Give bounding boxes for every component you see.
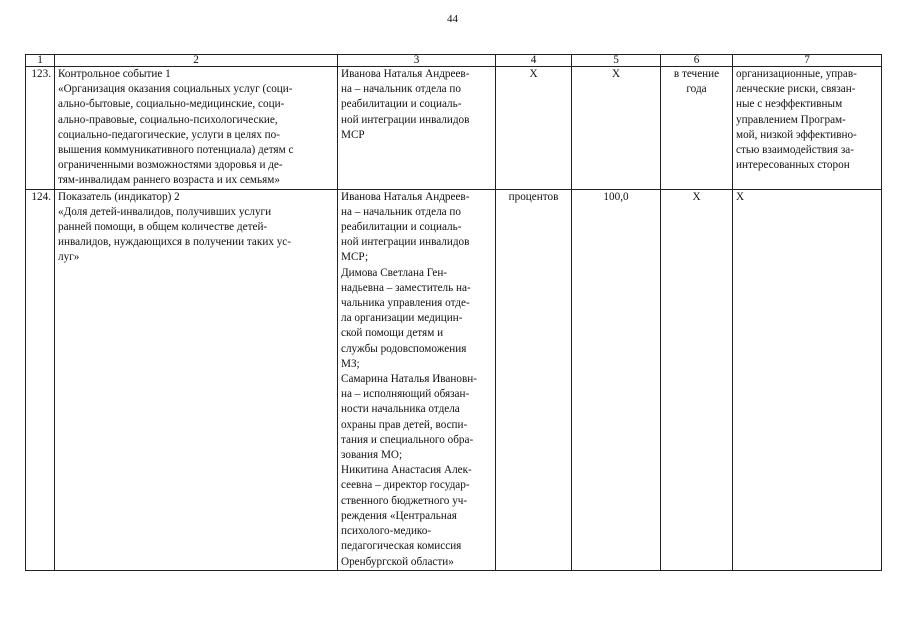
header-col-3: 3 [338,55,496,67]
deadline-cell: Х [661,189,733,570]
value-cell: Х [572,67,661,190]
header-col-7: 7 [733,55,882,67]
page-number: 44 [447,13,458,25]
deadline-cell: в течение года [661,67,733,190]
program-table [25,54,882,571]
row-number: 123. [26,67,55,190]
event-name: Контрольное событие 1 «Организация оказания социальных услуг (соци- ально-бытовые, социально-медицинские, соци- ально-правовые, социально-психологические, социально-педагогические, услуги в целях по- вышения коммуникативного потенциала) детям с ограниченными возможностями здоровья и де- тям-инвалидам раннего возраста и их семьям» [55,67,338,190]
unit-cell: процентов [496,189,572,570]
risks-cell: организационные, управ- ленческие риски, связан- ные с неэффективным управлением Програм- мой, низкой эффективно- стью взаимодействия за- интересованных сторон [733,67,882,190]
header-col-1: 1 [26,55,55,67]
header-col-6: 6 [661,55,733,67]
responsible-persons: Иванова Наталья Андреев- на – начальник отдела по реабилитации и социаль- ной интеграции инвалидов МСР; Димова Светлана Ген- надьевна – заместитель на- чальника управления отде- ла организации медицин- ской помощи детям и службы родовспоможения МЗ; Самарина Наталья Ивановн- на – исполняющий обязан- ности начальника отдела охраны прав детей, воспи- тания и специального обра- зования МО; Никитина Анастасия Алек- сеевна – директор государ- ственного бюджетного уч- реждения «Центральная психолого-медико- педагогическая комиссия Оренбургской области» [338,189,496,570]
unit-cell: Х [496,67,572,190]
value-cell: 100,0 [572,189,661,570]
table-row [26,67,882,190]
row-number: 124. [26,189,55,570]
header-col-5: 5 [572,55,661,67]
header-col-2: 2 [55,55,338,67]
risks-cell: Х [733,189,882,570]
responsible-person: Иванова Наталья Андреев- на – начальник отдела по реабилитации и социаль- ной интеграции инвалидов МСР [338,67,496,190]
indicator-name: Показатель (индикатор) 2 «Доля детей-инвалидов, получивших услуги ранней помощи, в общем количестве детей- инвалидов, нуждающихся в получении таких ус- луг» [55,189,338,570]
header-col-4: 4 [496,55,572,67]
table-row [26,189,882,570]
table-header-row [26,55,882,67]
